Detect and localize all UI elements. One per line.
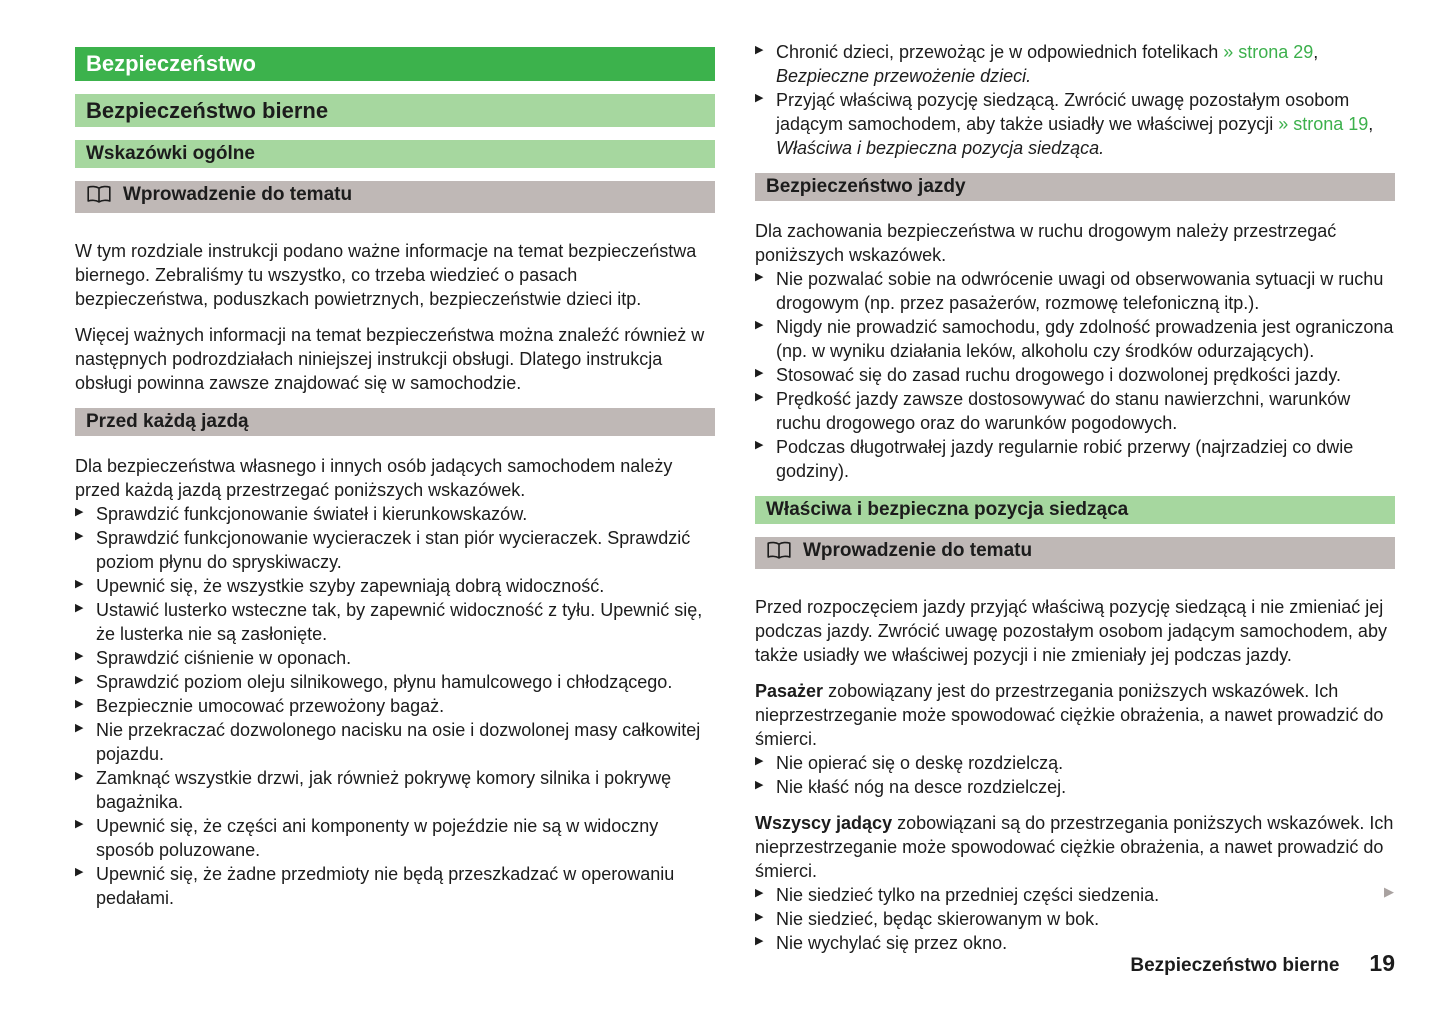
list-item <box>755 40 1395 88</box>
list-item <box>75 694 715 718</box>
topic-header <box>755 173 1395 201</box>
continuation-arrow-icon: ▶ <box>1384 884 1394 899</box>
text-run: zobowiązani są do przestrzegania poniższych wskazówek. Ich nieprzestrzeganie może spowodować ciężkie obrażenia, a nawet prowadzić do śmierci. <box>755 813 1394 881</box>
bullet-triangle-icon: ▶ <box>75 578 84 590</box>
list-item <box>755 907 1395 931</box>
right-column <box>755 40 1395 955</box>
text-run: Przyjąć właściwą pozycję siedzącą. Zwrócić uwagę pozostałym osobom jadącym samochodem, aby także usiadły we właściwej pozycji <box>776 90 1350 134</box>
bullet-triangle-icon: ▶ <box>755 271 764 283</box>
text-run: Upewnić się, że żadne przedmioty nie będą przeszkadzać w operowaniu pedałami. <box>96 864 675 908</box>
text-run: Wprowadzenie do tematu <box>803 540 1033 561</box>
text-run: Nie przekraczać dozwolonego nacisku na osie i dozwolonej masy całkowitej pojazdu. <box>96 720 701 764</box>
list-item <box>755 88 1395 160</box>
bullet-triangle-icon: ▶ <box>75 722 84 734</box>
bullet-triangle-icon: ▶ <box>755 367 764 379</box>
bullet-triangle-icon: ▶ <box>75 818 84 830</box>
list-item <box>75 526 715 574</box>
text-run: Dla bezpieczeństwa własnego i innych osób jadących samochodem należy przed każdą jazdą przestrzegać poniższych wskazówek. <box>75 456 673 500</box>
text-run: Sprawdzić poziom oleju silnikowego, płynu hamulcowego i chłodzącego. <box>96 672 673 692</box>
text-run: Chronić dzieci, przewożąc je w odpowiednich fotelikach <box>776 42 1224 62</box>
list-item <box>755 435 1395 483</box>
footer-section-label: Bezpieczeństwo bierne <box>1130 955 1340 976</box>
text-run: Nie wychylać się przez okno. <box>776 933 1008 953</box>
text-run: Upewnić się, że części ani komponenty w pojeździe nie są w widoczny sposób poluzowane. <box>96 816 659 860</box>
list-item <box>75 862 715 910</box>
text-run: Sprawdzić funkcjonowanie wycieraczek i stan piór wycieraczek. Sprawdzić poziom płynu do spryskiwaczy. <box>96 528 691 572</box>
text-run: Bezpieczne przewożenie dzieci. <box>776 66 1032 86</box>
text-run: Nie siedzieć, będąc skierowanym w bok. <box>776 909 1100 929</box>
list-item <box>75 646 715 670</box>
paragraph <box>755 811 1395 883</box>
paragraph <box>75 323 715 395</box>
text-run: Właściwa i bezpieczna pozycja siedząca. <box>776 138 1105 158</box>
text-run: Sprawdzić ciśnienie w oponach. <box>96 648 352 668</box>
text-run: Więcej ważnych informacji na temat bezpieczeństwa można znaleźć również w następnych podrozdziałach niniejszej instrukcji obsługi. Dlatego instrukcja obsługi powinna zawsze znajdować się w samochodzie. <box>75 325 705 393</box>
left-column <box>75 47 715 910</box>
text-run: Bezpieczeństwo jazdy <box>766 176 966 197</box>
list-item <box>75 502 715 526</box>
text-run: , <box>1313 42 1319 62</box>
bullet-triangle-icon: ▶ <box>75 602 84 614</box>
text-run: Nie opierać się o deskę rozdzielczą. <box>776 753 1064 773</box>
list-item <box>755 315 1395 363</box>
page-footer <box>755 950 1395 977</box>
bullet-triangle-icon: ▶ <box>755 911 764 923</box>
bullet-triangle-icon: ▶ <box>755 935 764 947</box>
text-run: Ustawić lusterko wsteczne tak, by zapewnić widoczność z tyłu. Upewnić się, że lusterka nie są zasłonięte. <box>96 600 703 644</box>
text-run: Bezpieczeństwo <box>86 51 256 76</box>
list-item <box>75 598 715 646</box>
text-run: , <box>1368 114 1374 134</box>
text-run: Nie kłaść nóg na desce rozdzielczej. <box>776 777 1067 797</box>
list-item <box>755 267 1395 315</box>
subsection-header <box>75 140 715 168</box>
text-run: Wprowadzenie do tematu <box>123 184 353 205</box>
text-run: Nigdy nie prowadzić samochodu, gdy zdolność prowadzenia jest ograniczona (np. w wyniku działania leków, alkoholu czy środków odurzających). <box>776 317 1394 361</box>
paragraph <box>755 595 1395 667</box>
chapter-header <box>75 47 715 81</box>
text-run: Nie siedzieć tylko na przedniej części siedzenia. <box>776 885 1160 905</box>
bullet-triangle-icon: ▶ <box>75 866 84 878</box>
list-item <box>75 670 715 694</box>
bullet-triangle-icon: ▶ <box>75 506 84 518</box>
bullet-triangle-icon: ▶ <box>755 44 764 56</box>
text-run: Bezpieczeństwo bierne <box>86 98 329 123</box>
open-book-icon <box>766 541 792 565</box>
text-run: Wskazówki ogólne <box>86 143 255 164</box>
bullet-triangle-icon: ▶ <box>755 319 764 331</box>
bullet-triangle-icon: ▶ <box>755 391 764 403</box>
paragraph <box>755 219 1395 267</box>
bullet-triangle-icon: ▶ <box>75 530 84 542</box>
bullet-triangle-icon: ▶ <box>755 779 764 791</box>
list-item <box>75 574 715 598</box>
text-run: Prędkość jazdy zawsze dostosowywać do stanu nawierzchni, warunków ruchu drogowego oraz do warunków pogodowych. <box>776 389 1351 433</box>
text-run: Upewnić się, że wszystkie szyby zapewniają dobrą widoczność. <box>96 576 605 596</box>
list-item <box>75 766 715 814</box>
text-run: Właściwa i bezpieczna pozycja siedząca <box>766 499 1129 520</box>
text-run: Nie pozwalać sobie na odwrócenie uwagi od obserwowania sytuacji w ruchu drogowym (np. przez pasażerów, rozmowę telefoniczną itp.). <box>776 269 1384 313</box>
text-run: zobowiązany jest do przestrzegania poniższych wskazówek. Ich nieprzestrzeganie może spowodować ciężkie obrażenia, a nawet prowadzić do śmierci. <box>755 681 1384 749</box>
list-item <box>755 751 1395 775</box>
list-item <box>75 814 715 862</box>
text-run: Bezpiecznie umocować przewożony bagaż. <box>96 696 445 716</box>
text-run: Wszyscy jadący <box>755 813 893 833</box>
paragraph <box>75 239 715 311</box>
text-run: Sprawdzić funkcjonowanie świateł i kierunkowskazów. <box>96 504 528 524</box>
paragraph <box>755 679 1395 751</box>
text-run: W tym rozdziale instrukcji podano ważne informacje na temat bezpieczeństwa biernego. Zebraliśmy tu wszystko, co trzeba wiedzieć o pasach bezpieczeństwa, poduszkach powietrznych, bezpieczeństwie dzieci itp. <box>75 241 697 309</box>
paragraph <box>75 454 715 502</box>
footer-page-number: 19 <box>1369 950 1395 976</box>
list-item <box>755 775 1395 799</box>
bullet-triangle-icon: ▶ <box>755 755 764 767</box>
list-item <box>755 363 1395 387</box>
section-header <box>75 94 715 127</box>
intro-header <box>75 181 715 213</box>
intro-header <box>755 537 1395 569</box>
text-run: Zamknąć wszystkie drzwi, jak również pokrywę komory silnika i pokrywę bagażnika. <box>96 768 672 812</box>
list-item <box>755 883 1395 907</box>
subsection-header <box>755 496 1395 524</box>
page-cross-reference-link[interactable]: » strona 19 <box>1278 114 1369 134</box>
bullet-triangle-icon: ▶ <box>75 698 84 710</box>
bullet-triangle-icon: ▶ <box>75 650 84 662</box>
text-run: Stosować się do zasad ruchu drogowego i dozwolonej prędkości jazdy. <box>776 365 1341 385</box>
bullet-triangle-icon: ▶ <box>75 770 84 782</box>
bullet-triangle-icon: ▶ <box>755 92 764 104</box>
topic-header <box>75 408 715 436</box>
page-cross-reference-link[interactable]: » strona 29 <box>1223 42 1314 62</box>
text-run: Przed każdą jazdą <box>86 411 249 432</box>
bullet-triangle-icon: ▶ <box>755 887 764 899</box>
list-item <box>75 718 715 766</box>
bullet-triangle-icon: ▶ <box>755 439 764 451</box>
text-run: Przed rozpoczęciem jazdy przyjąć właściwą pozycję siedzącą i nie zmieniać jej podczas jazdy. Zwrócić uwagę pozostałym osobom jadącym samochodem, aby także usiadły we właściwej pozycji i nie zmieniały jej podczas jazdy. <box>755 597 1387 665</box>
text-run: Podczas długotrwałej jazdy regularnie robić przerwy (najrzadziej co dwie godziny). <box>776 437 1354 481</box>
text-run: Dla zachowania bezpieczeństwa w ruchu drogowym należy przestrzegać poniższych wskazówek. <box>755 221 1337 265</box>
text-run: Pasażer <box>755 681 824 701</box>
list-item <box>755 387 1395 435</box>
open-book-icon <box>86 185 112 209</box>
bullet-triangle-icon: ▶ <box>75 674 84 686</box>
